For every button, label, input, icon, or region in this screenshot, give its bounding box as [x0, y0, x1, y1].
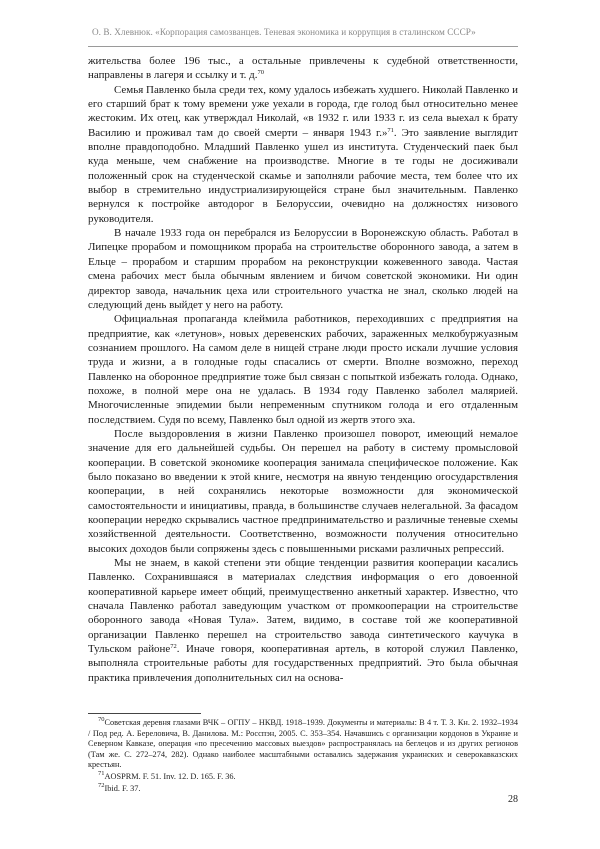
running-header: О. В. Хлевнюк. «Корпорация самозванцев. Теневая экономика и коррупция в сталинском СССР»: [92, 27, 476, 37]
body-text: [88, 54, 518, 685]
footnote-number: 71: [98, 769, 105, 777]
paragraph: [88, 226, 518, 312]
paragraph-text: . Это заявление выглядит вполне правдоподобно. Младший Павленко ушел из института. Студенческий паек был куда меньше, чем снабжение на производстве. Многие в те годы не досиживали положенный срок на студенческой скамье и заполняли рабочие места, тем более что их выбор в стремительно индустриализирующейся стране был значительным. Павленко вернулся к постройке автодорог в Белоруссии, очевидно на должностях низового руководителя.: [88, 126, 518, 225]
footnote: [88, 718, 518, 771]
footnote-divider: [88, 713, 201, 714]
paragraph-text: В начале 1933 года он перебрался из Белоруссии в Воронежскую область. Работал в Липецке прорабом и помощником прораба на строительстве оборонного завода, а затем в Ельце – прорабом и старшим прорабом на реконструкции кожевенного завода. Частая смена рабочих мест была обычным явлением и бичом советской экономики. Ни один директор завода, начальник цеха или строительного участка не знал, сколько людей на следующий день выйдет у него на работу.: [88, 227, 518, 311]
footnote-ref: 71: [387, 126, 394, 134]
paragraph: [88, 312, 518, 427]
footnote-number: 70: [98, 716, 105, 723]
footnote-text: Советская деревня глазами ВЧК – ОГПУ – НКВД. 1918–1939. Документы и материалы: В 4 т. Т. 3. Кн. 2. 1932–1934 / Под ред. А. Береловича, В. Данилова. М.: Росспэн, 2005. С. 353–354. Начавшись с организации кордонов в Украине и Северном Кавказе, операция «по пресечению массовых выездов» распространялась на беглецов и из других регионов (Там же. С. 272–274, 282). Однако наиболее масштабными оставались задержания украинских и северокавказских крестьян.: [88, 718, 518, 770]
paragraph: [88, 83, 518, 226]
paragraph-text: Официальная пропаганда клеймила работников, переходивших с предприятия на предприятие, как «летунов», новых деревенских рабочих, зараженных мелкобуржуазным сознанием прошлого. На самом деле в нищей стране люди просто искали лучшие условия труда и жизни, а в голодные годы спасались от смерти. Вполне возможно, переход Павленко на оборонное предприятие тоже был связан с попыткой избежать голода. Однако, похоже, в полной мере она не удалась. В 1934 году Павленко заболел малярией. Многочисленные эпидемии были непременным спутником голода и его отдаленным последствием. Судя по всему, Павленко был одной из жертв этого эха.: [88, 313, 518, 426]
footnotes: [88, 718, 518, 795]
footnote-text: Ibid. F. 37.: [104, 783, 141, 793]
footnote: [88, 781, 518, 795]
paragraph-text: Семья Павленко была среди тех, кому удалось избежать худшего. Николай Павленко и его старший брат к тому времени уже уехали в города, где голод был относительно менее жестоким. Их отец, как утверждал Николай, «в 1932 г. или 1933 г. из села выехал к брату Василию и проживал там до своей смерти – января 1943 г.»: [88, 83, 518, 139]
footnote: [88, 769, 518, 783]
page-number: 28: [508, 794, 518, 805]
footnote-text: AOSPRM. F. 51. Inv. 12. D. 165. F. 36.: [104, 771, 236, 781]
paragraph-text: . Иначе говоря, кооперативная артель, в которой служил Павленко, выполняла строительные работы для государственных предприятий. Это была обычная практика привлечения дополнительных сил на основа-: [88, 643, 518, 684]
footnote-ref: 70: [257, 69, 264, 77]
paragraph-text: Мы не знаем, в какой степени эти общие тенденции развития кооперации касались Павленко. Сохранившаяся в материалах следствия информация о его довоенной кооперативной карьере имеет общий, преимущественно анкетный характер. Известно, что сначала Павленко работал заведующим участком от промкооперации на строительстве оборонного завода «Новая Тула». Затем, видимо, в составе той же кооперативной организации Павленко перешел на строительство завода синтетического каучука в Тульском районе: [88, 557, 518, 656]
paragraph-text: жительства более 196 тыс., а остальные привлечены к судебной ответственности, направлены в лагеря и ссылку и т. д.: [88, 55, 518, 82]
paragraph-text: После выздоровления в жизни Павленко произошел поворот, имеющий немалое значение для его дальнейшей судьбы. Он перешел на работу в систему промысловой кооперации. В советской экономике кооперация занимала специфическое положение. Как было показано во введении к этой книге, несмотря на явную тенденцию огосударствления кооперации, в ней сохранялись некоторые возможности для экономической самостоятельности и инициативы, правда, в большинстве случаев нелегальной. За фасадом кооперации нередко скрывались частное предпринимательство и различные теневые схемы хозяйственной деятельности. Соответственно, возможности получения относительно высоких доходов были сопряжены здесь с повышенными рисками различных репрессий.: [88, 427, 518, 555]
footnote-number: 72: [98, 781, 105, 789]
header-divider: [88, 46, 518, 47]
paragraph: [88, 556, 518, 685]
paragraph: [88, 427, 518, 556]
paragraph: [88, 54, 518, 83]
footnote-ref: 72: [170, 643, 177, 651]
